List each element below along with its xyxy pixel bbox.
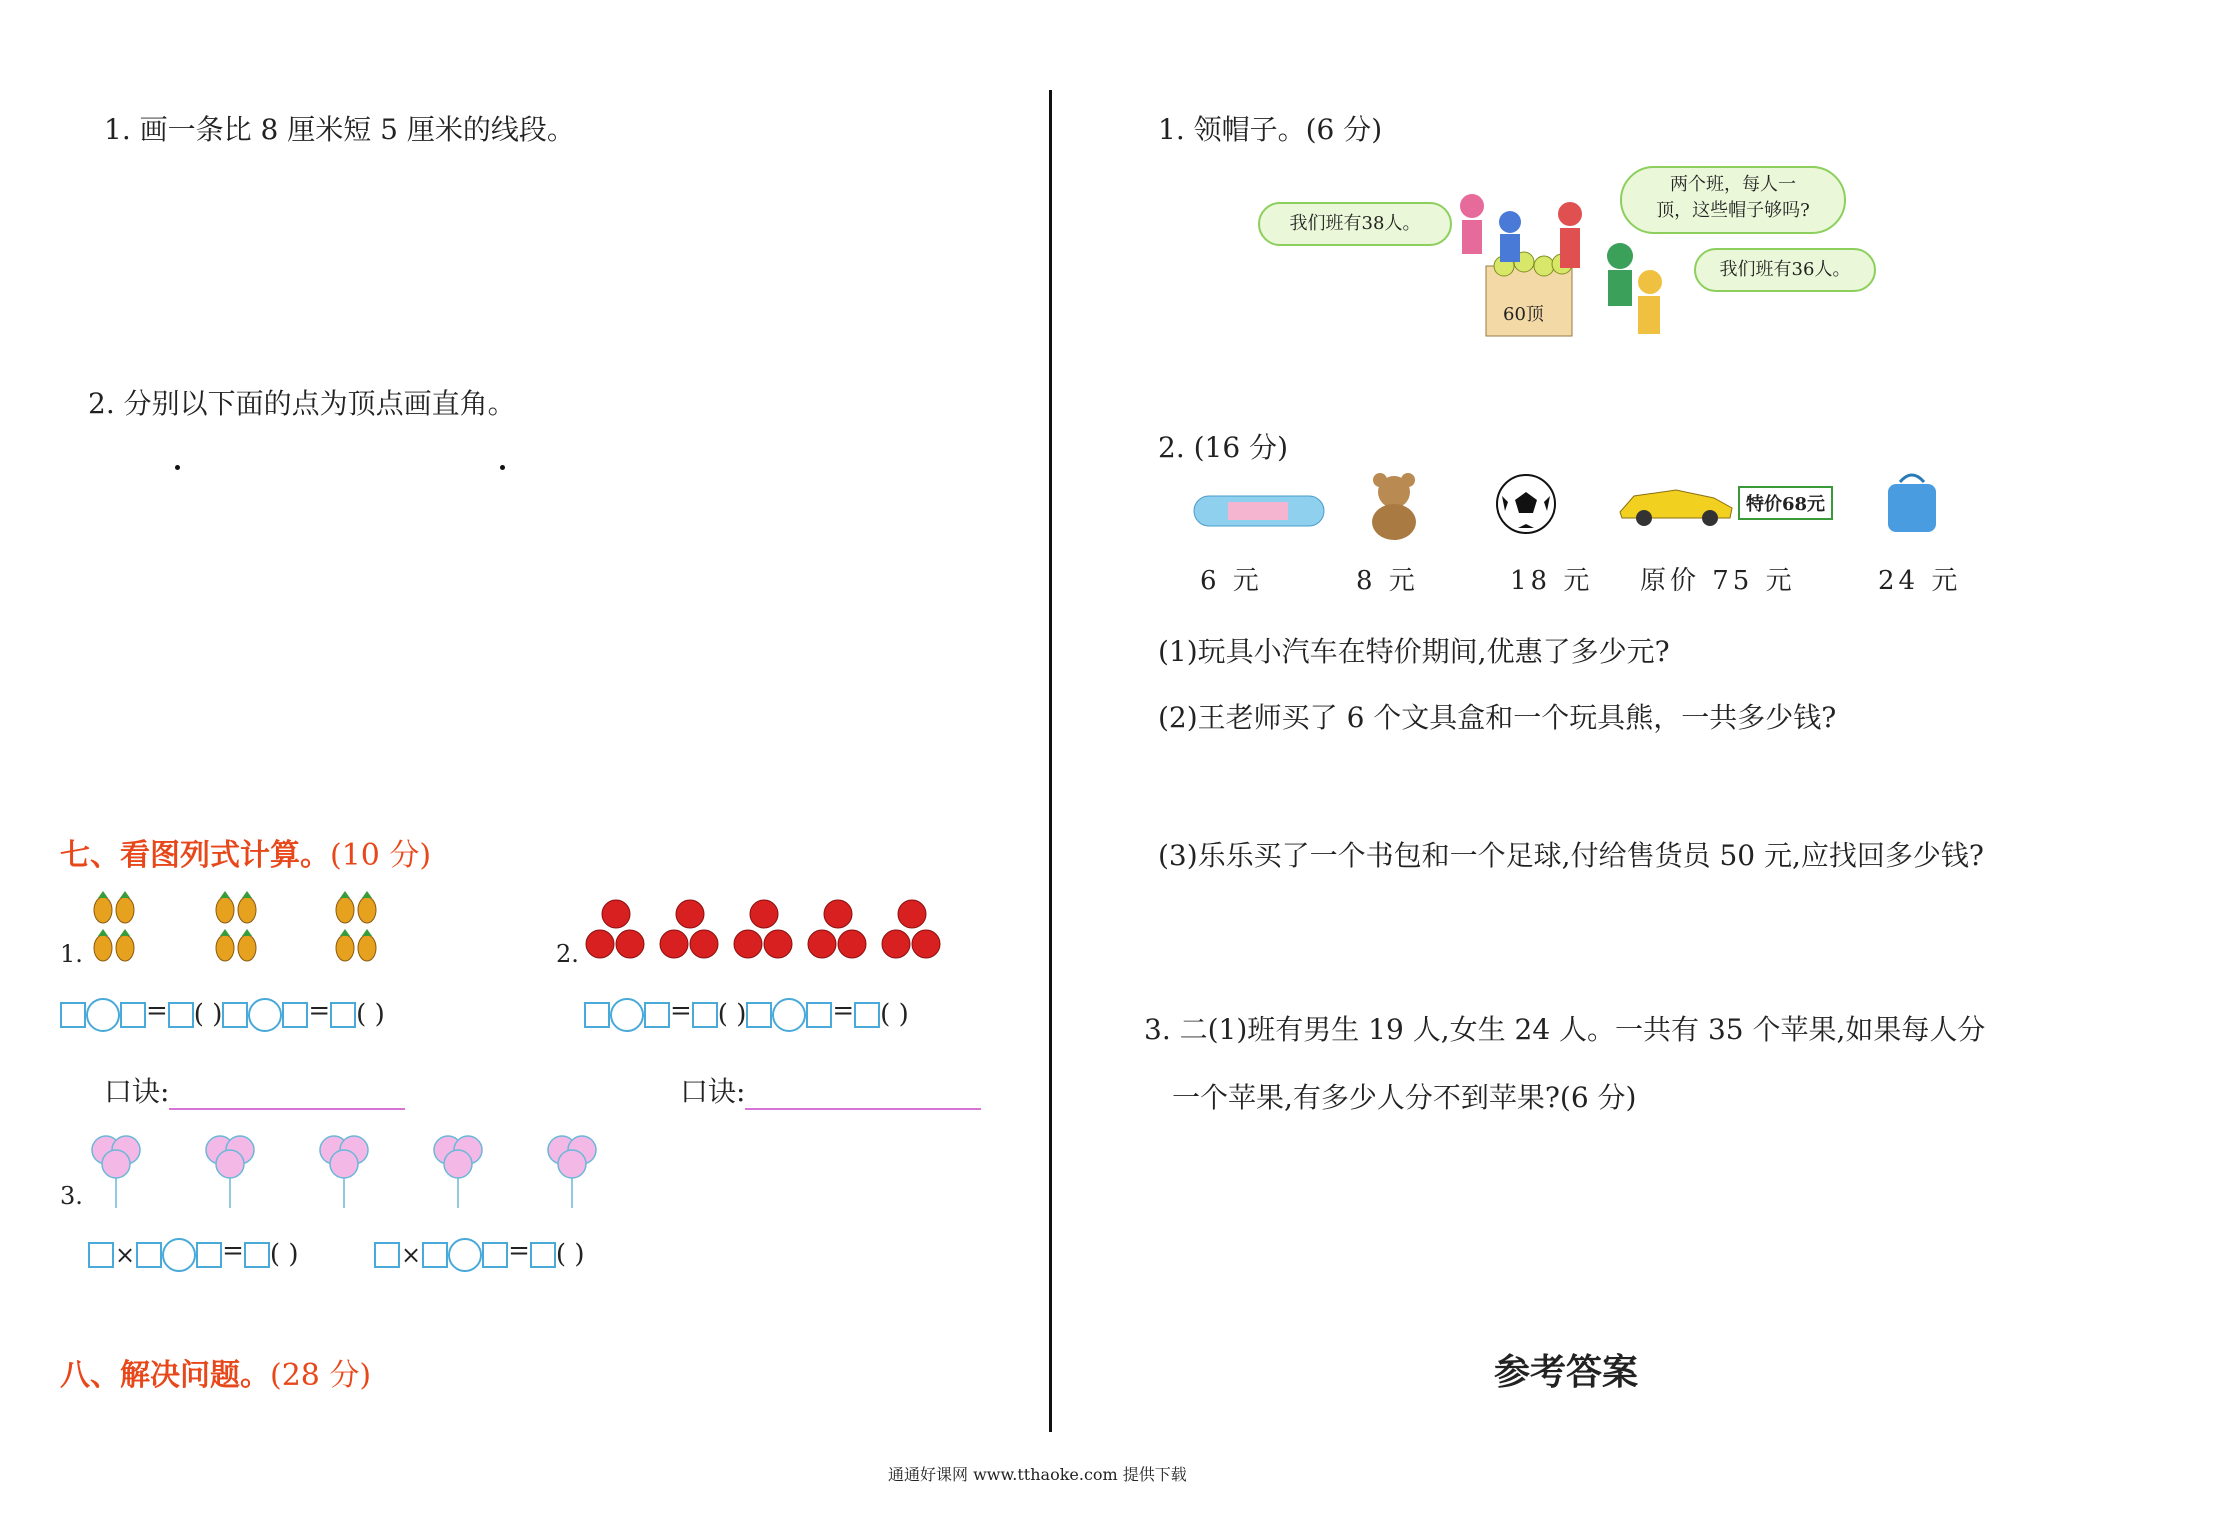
section-7-title: 七、看图列式计算。 (60, 838, 330, 873)
answer-box[interactable] (88, 1242, 114, 1268)
school-bag-image (1882, 472, 1942, 536)
section-8-heading (60, 1350, 371, 1394)
section-7-points: (10 分) (330, 838, 432, 873)
equation-row-3b: × = ( ) (374, 1236, 584, 1272)
koujue-answer-line[interactable] (169, 1082, 405, 1110)
item-number-1: 1. (60, 940, 83, 968)
operator-circle[interactable] (772, 998, 806, 1032)
section-8-title: 八、解决问题。 (60, 1358, 270, 1393)
vertex-dot-2 (500, 465, 505, 470)
answer-box[interactable] (644, 1002, 670, 1028)
answer-box[interactable] (330, 1002, 356, 1028)
answer-box[interactable] (282, 1002, 308, 1028)
operator-circle[interactable] (448, 1238, 482, 1272)
special-price-tag: 特价68元 (1738, 486, 1833, 520)
answer-box[interactable] (854, 1002, 880, 1028)
answer-box[interactable] (530, 1242, 556, 1268)
price-pencil-case: 6 元 (1200, 566, 1263, 596)
answer-box[interactable] (222, 1002, 248, 1028)
item-number-3: 3. (60, 1182, 83, 1210)
balloon-illustration (86, 1128, 606, 1214)
price-car: 原价 75 元 (1640, 566, 1796, 596)
price-bag: 24 元 (1878, 566, 1962, 596)
operator-circle[interactable] (86, 998, 120, 1032)
answer-box[interactable] (746, 1002, 772, 1028)
answer-box[interactable] (482, 1242, 508, 1268)
speech-bubble-38: 我们班有38人。 (1258, 202, 1452, 246)
box-label: 60顶 (1503, 304, 1544, 325)
koujue-label: 口诀: (680, 1075, 746, 1108)
price-ball: 18 元 (1510, 566, 1594, 596)
equation-row-1b: = ( ) = ( ) (584, 996, 909, 1032)
question-2-header: 2. (16 分) (1158, 431, 1288, 464)
price-bear: 8 元 (1356, 566, 1419, 596)
answer-paren[interactable]: ( ) (356, 999, 385, 1030)
answer-box[interactable] (196, 1242, 222, 1268)
operator-circle[interactable] (162, 1238, 196, 1272)
koujue-label: 口诀: (104, 1075, 170, 1108)
pencil-case-image (1190, 490, 1330, 532)
question-3-line-1: 3. 二(1)班有男生 19 人,女生 24 人。一共有 35 个苹果,如果每人分 (1144, 1013, 1986, 1046)
answer-box[interactable] (168, 1002, 194, 1028)
teddy-bear-image (1362, 472, 1426, 542)
apple-illustration (580, 896, 950, 968)
answer-paren[interactable]: ( ) (717, 999, 747, 1030)
bubble-line-1: 两个班，每人一 (1670, 174, 1796, 195)
answer-box[interactable] (120, 1002, 146, 1028)
answer-box[interactable] (806, 1002, 832, 1028)
answer-box[interactable] (422, 1242, 448, 1268)
question-3-line-2: 一个苹果,有多少人分不到苹果?(6 分) (1172, 1081, 1637, 1114)
section-7-heading (60, 830, 431, 874)
children-hat-box-illustration (1450, 186, 1690, 366)
answer-paren[interactable]: ( ) (555, 1239, 585, 1270)
question-2-2: (2)王老师买了 6 个文具盒和一个玩具熊，一共多少钱? (1158, 701, 1837, 734)
section-8-points: (28 分) (270, 1358, 372, 1393)
question-draw-segment: 1. 画一条比 8 厘米短 5 厘米的线段。 (104, 113, 575, 146)
answer-box[interactable] (584, 1002, 610, 1028)
question-draw-right-angle: 2. 分别以下面的点为顶点画直角。 (88, 387, 516, 420)
toy-car-image (1614, 478, 1738, 528)
answer-box[interactable] (692, 1002, 718, 1028)
operator-circle[interactable] (248, 998, 282, 1032)
answer-box[interactable] (60, 1002, 86, 1028)
answer-box[interactable] (374, 1242, 400, 1268)
column-divider (1049, 90, 1052, 1432)
answer-paren[interactable]: ( ) (193, 999, 223, 1030)
question-2-1: (1)玩具小汽车在特价期间,优惠了多少元? (1158, 635, 1670, 668)
question-hats: 1. 领帽子。(6 分) (1158, 113, 1383, 146)
vertex-dot-1 (175, 465, 180, 470)
koujue-answer-line[interactable] (745, 1082, 981, 1110)
pineapple-illustration (85, 888, 395, 968)
speech-bubble-36: 我们班有36人。 (1694, 248, 1876, 292)
footer-source: 通通好课网 www.tthaoke.com 提供下载 (888, 1465, 1187, 1484)
answer-paren[interactable]: ( ) (880, 999, 909, 1030)
answers-title: 参考答案 (1494, 1351, 1639, 1393)
answer-paren[interactable]: ( ) (269, 1239, 299, 1270)
equation-row-3a: × = ( ) (88, 1236, 298, 1272)
answer-box[interactable] (136, 1242, 162, 1268)
bubble-line-2: 顶，这些帽子够吗? (1656, 200, 1810, 221)
question-2-3: (3)乐乐买了一个书包和一个足球,付给售货员 50 元,应找回多少钱? (1158, 839, 1984, 872)
operator-circle[interactable] (610, 998, 644, 1032)
item-number-2: 2. (556, 940, 579, 968)
koujue-1 (104, 1070, 405, 1110)
answer-box[interactable] (244, 1242, 270, 1268)
equation-row-1a: = ( ) = ( ) (60, 996, 385, 1032)
koujue-2 (680, 1070, 981, 1110)
soccer-ball-image (1494, 472, 1558, 536)
